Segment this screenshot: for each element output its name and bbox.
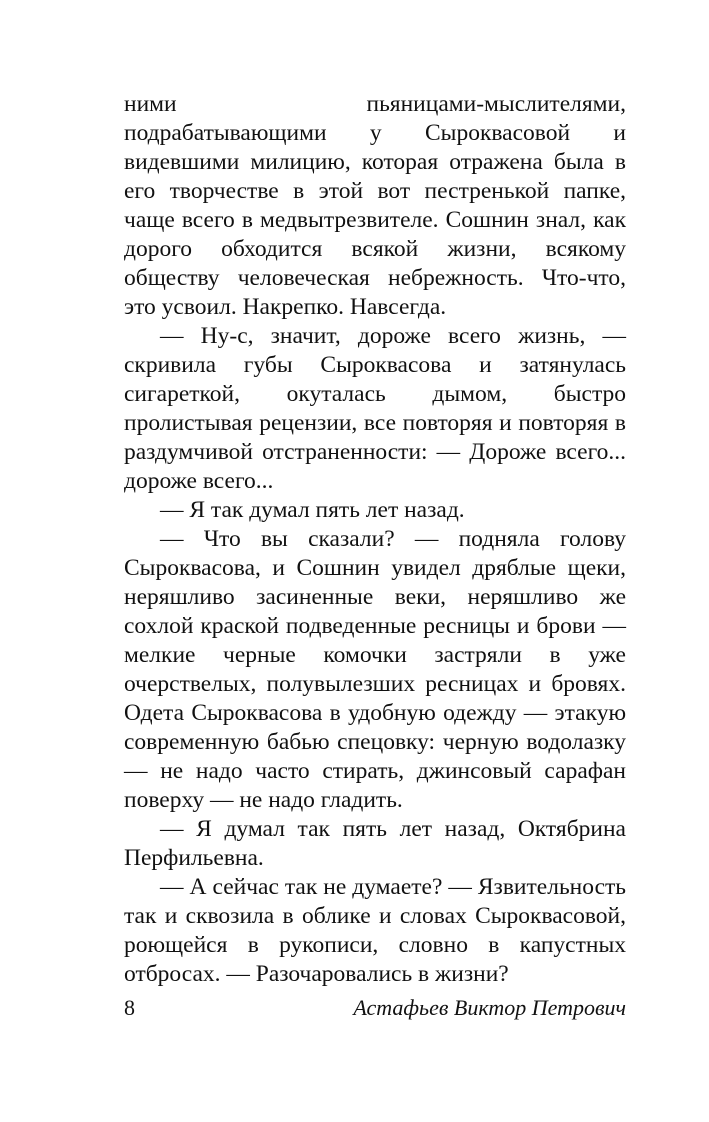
paragraph-5: — Я думал так пять лет назад, Октябрина Перфильевна. xyxy=(124,816,626,871)
paragraph-6: — А сейчас так не думаете? — Язвительность так и сквозила в облике и словах Сыроквасовой, роющейся в рукописи, словно в капустных отбросах. — Разочаровались в жизни? xyxy=(124,874,626,987)
paragraph-3: — Я так думал пять лет назад. xyxy=(160,497,465,523)
body-text xyxy=(124,90,626,989)
page-number: 8 xyxy=(124,995,135,1020)
running-head: Астафьев Виктор Петрович xyxy=(353,995,626,1020)
paragraph-4: — Что вы сказали? — подняла голову Сыроквасова, и Сошнин увидел дряблые щеки, неряшливо засиненные веки, неряшливо же сохлой краской подведенные ресницы и брови — мелкие черные комочки застряли в уже очерствелых, полувылезших ресницах и бровях. Одета Сыроквасова в удобную одежду — этакую современную бабью спецовку: черную водолазку — не надо часто стирать, джинсовый сарафан поверху — не надо гладить. xyxy=(124,526,626,813)
paragraph-2: — Ну-с, значит, дороже всего жизнь, — скривила губы Сыроквасова и затянулась сигареткой, окуталась дымом, быстро пролистывая рецензии, все повторяя и повторяя в раздумчивой отстраненности: — Дороже всего... дороже всего... xyxy=(124,323,626,494)
paragraph-1: ними пьяницами-мыслителями, подрабатывающими у Сыроквасовой и видевшими милицию, которая отражена была в его творчестве в этой вот пестренькой папке, чаще всего в медвытрезвителе. Сошнин знал, как дорого обходится всякой жизни, всякому обществу человеческая небрежность. Что-что, это усвоил. Накрепко. Навсегда. xyxy=(124,91,626,320)
